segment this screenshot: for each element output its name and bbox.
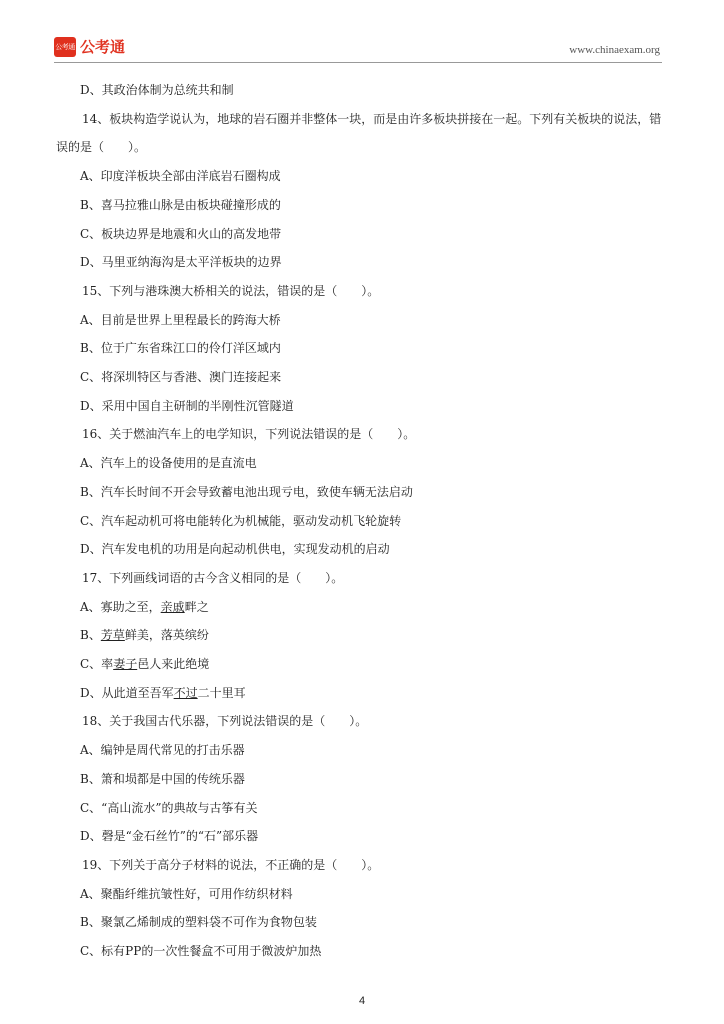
option-line: C、汽车起动机可将电能转化为机械能，驱动发动机飞轮旋转: [80, 513, 402, 528]
option-suffix: 畔之: [184, 599, 209, 614]
page-header: [54, 36, 664, 62]
underlined-term: 亲戚: [160, 599, 185, 614]
option-line: [56, 593, 666, 622]
underlined-term: 不过: [173, 685, 198, 700]
option-line: C、将深圳特区与香港、澳门连接起来: [80, 370, 282, 385]
option-line: D、马里亚纳海沟是太平洋板块的边界: [80, 255, 282, 270]
option-line: [56, 679, 666, 708]
question-stem: 14、板块构造学说认为，地球的岩石圈并非整体一块，而是由许多板块拼接在一起。下列有关板块的说法，错误的是（ ）。: [56, 111, 662, 155]
option-line: B、箫和埙都是中国的传统乐器: [80, 771, 245, 786]
option-line: B、汽车长时间不开会导致蓄电池出现亏电，致使车辆无法启动: [80, 484, 413, 499]
document-body: [56, 76, 666, 966]
logo[interactable]: [54, 36, 125, 57]
option-prefix: B、: [80, 628, 101, 643]
option-line: [56, 650, 666, 679]
page-number: 4: [358, 995, 366, 1007]
option-line: A、汽车上的设备使用的是直流电: [80, 456, 257, 471]
question-stem: 15、下列与港珠澳大桥相关的说法，错误的是（ ）。: [82, 283, 380, 298]
question-stem: 19、下列关于高分子材料的说法，不正确的是（ ）。: [82, 857, 380, 872]
question-stem: 18、关于我国古代乐器，下列说法错误的是（ ）。: [82, 714, 368, 729]
option-line: D、其政治体制为总统共和制: [80, 83, 234, 97]
question-stem: 16、关于燃油汽车上的电学知识，下列说法错误的是（ ）。: [82, 427, 416, 442]
logo-text: 公考通: [80, 38, 126, 56]
option-line: A、印度洋板块全部由洋底岩石圈构成: [80, 169, 281, 184]
option-line: [56, 621, 666, 650]
option-line: D、采用中国自主研制的半刚性沉管隧道: [80, 398, 294, 413]
option-line: A、聚酯纤维抗皱性好，可用作纺织材料: [80, 886, 293, 901]
option-line: D、磬是“金石丝竹”的“石”部乐器: [80, 829, 259, 844]
option-suffix: 鲜美，落英缤纷: [124, 628, 209, 643]
option-line: B、位于广东省珠江口的伶仃洋区域内: [80, 341, 281, 356]
option-line: B、聚氯乙烯制成的塑料袋不可作为食物包装: [80, 915, 317, 930]
option-line: C、标有PP的一次性餐盒不可用于微波炉加热: [80, 944, 322, 959]
option-line: C、“高山流水”的典故与古筝有关: [80, 800, 258, 815]
header-divider: [54, 62, 662, 63]
option-line: B、喜马拉雅山脉是由板块碰撞形成的: [80, 197, 281, 212]
option-prefix: A、寡助之至，: [80, 599, 161, 614]
option-line: A、目前是世界上里程最长的跨海大桥: [80, 312, 281, 327]
site-url[interactable]: www.chinaexam.org: [569, 44, 660, 56]
option-prefix: C、率: [80, 657, 114, 672]
option-line: D、汽车发电机的功用是向起动机供电，实现发动机的启动: [80, 542, 390, 557]
logo-badge-icon: 公考通: [54, 37, 76, 57]
option-line: A、编钟是周代常见的打击乐器: [80, 743, 245, 758]
option-suffix: 二十里耳: [197, 685, 246, 700]
question-stem: 17、下列画线词语的古今含义相同的是（ ）。: [82, 570, 344, 585]
option-suffix: 邑人来此绝境: [137, 657, 210, 672]
option-prefix: D、从此道至吾军: [80, 685, 174, 700]
option-line: C、板块边界是地震和火山的高发地带: [80, 226, 282, 241]
underlined-term: 芳草: [100, 628, 125, 643]
underlined-term: 妻子: [113, 657, 138, 672]
